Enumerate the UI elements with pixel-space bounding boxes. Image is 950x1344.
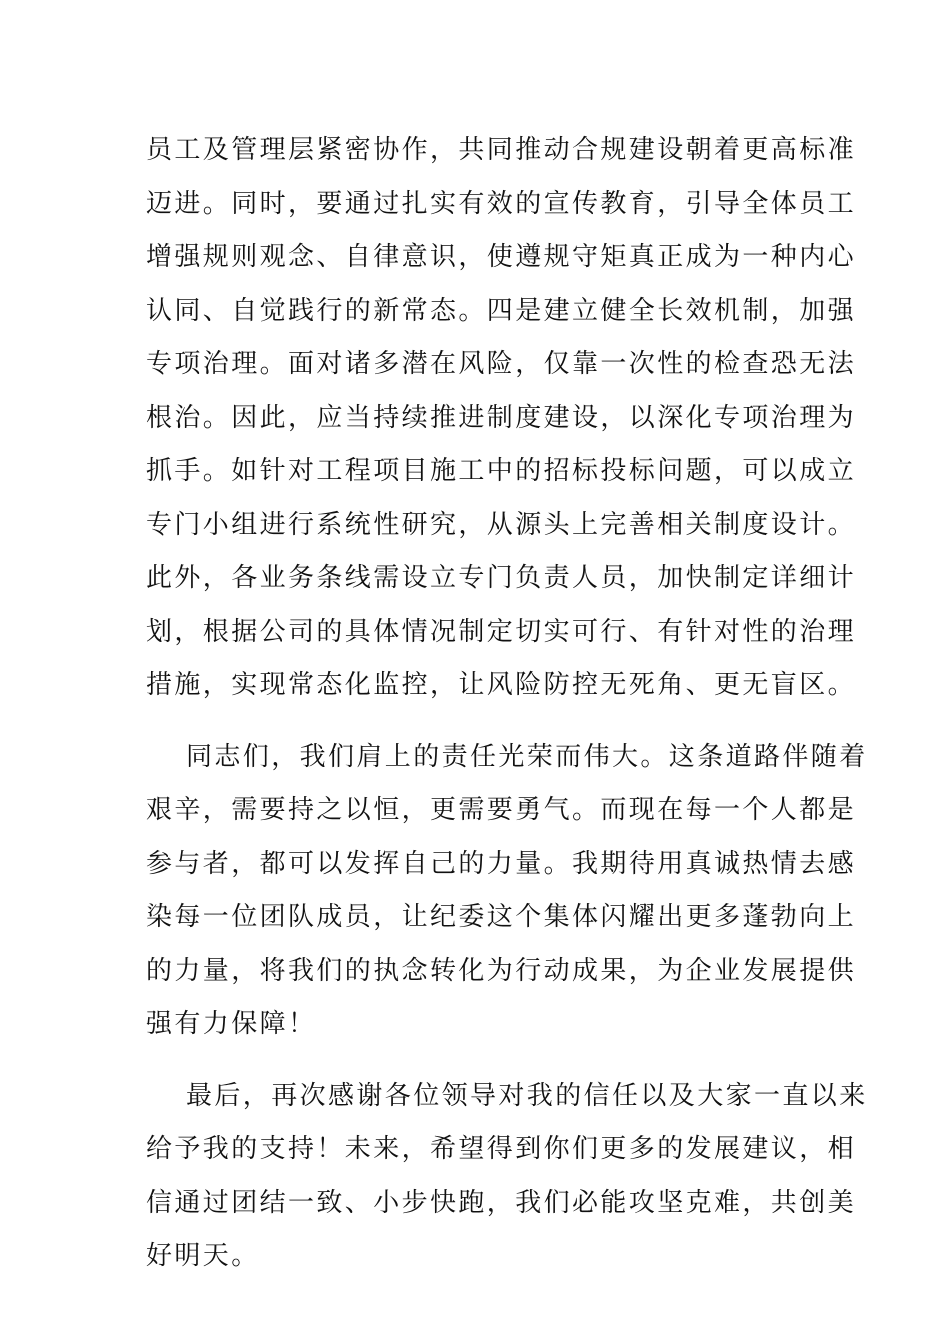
text-line: 强有力保障！	[146, 1009, 317, 1039]
text-line: 信通过团结一致、小步快跑，我们必能攻坚克难，共创美	[146, 1187, 857, 1218]
text-line: 给予我的支持！未来，希望得到你们更多的发展建议，相	[146, 1134, 857, 1164]
paragraph-gap	[146, 1052, 808, 1070]
text-line: 划，根据公司的具体情况制定切实可行、有针对性的治理	[146, 616, 857, 647]
text-line: 增强规则观念、自律意识，使遵规守矩真正成为一种内心	[146, 242, 857, 272]
text-line: 好明天。	[146, 1241, 260, 1271]
text-line: 参与者，都可以发挥自己的力量。我期待用真诚热情去感	[146, 848, 857, 879]
text-line: 的力量，将我们的执念转化为行动成果，为企业发展提供	[146, 955, 857, 986]
text-line: 专门小组进行系统性研究，从源头上完善相关制度设计。	[146, 509, 857, 540]
text-line: 专项治理。面对诸多潜在风险，仅靠一次性的检查恐无法	[146, 349, 857, 379]
paragraph-gap	[146, 713, 808, 731]
text-line: 抓手。如针对工程项目施工中的招标投标问题，可以成立	[146, 456, 857, 486]
document-body	[146, 124, 868, 1284]
text-line: 同志们，我们肩上的责任光荣而伟大。这条道路伴随着	[186, 741, 868, 772]
text-line: 员工及管理层紧密协作，共同推动合规建设朝着更高标准	[146, 135, 857, 165]
text-line: 最后，再次感谢各位领导对我的信任以及大家一直以来	[186, 1080, 868, 1111]
text-line: 认同、自觉践行的新常态。四是建立健全长效机制，加强	[146, 295, 857, 326]
paragraph-1	[146, 124, 857, 713]
text-line: 艰辛，需要持之以恒，更需要勇气。而现在每一个人都是	[146, 795, 857, 825]
text-line: 此外，各业务条线需设立专门负责人员，加快制定详细计	[146, 563, 857, 593]
text-line: 染每一位团队成员，让纪委这个集体闪耀出更多蓬勃向上	[146, 902, 857, 932]
text-line: 迈进。同时，要通过扎实有效的宣传教育，引导全体员工	[146, 188, 857, 219]
paragraph-3	[146, 1070, 868, 1284]
paragraph-2	[146, 731, 868, 1052]
text-line: 根治。因此，应当持续推进制度建设，以深化专项治理为	[146, 402, 857, 433]
text-line: 措施，实现常态化监控，让风险防控无死角、更无盲区。	[146, 670, 857, 700]
